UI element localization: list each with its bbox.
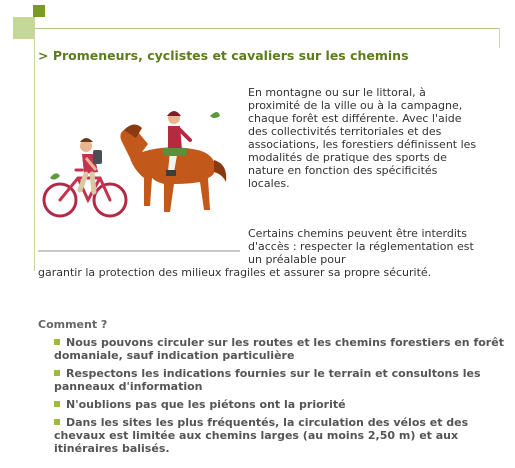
header-rule [34,28,499,29]
rule-text: Respectons les indications fournies sur le terrain et consultons les panneaux d'information [54,367,481,393]
header-rule-end [499,28,500,48]
cyclist-and-horse-rider-illustration [38,86,242,246]
list-item [54,367,509,393]
intro-paragraph: En montagne ou sur le littoral, à proximité de la ville ou à la campagne, chaque forêt est différente. Avec l'aide des collectivités territoriales et des associations, les forestiers définissent les modalités de pratique des sports de nature en fonction des spécificités locales. [248,86,477,190]
rules-list [54,336,509,460]
leaf-icon [210,112,220,118]
rule-text: Dans les sites les plus fréquentés, la circulation des vélos et des chevaux est limitée aux chemins larges (au moins 2,50 m) et aux itinéraires balisés. [54,416,469,455]
square-bullet-icon [54,339,60,345]
corner-decoration-light [13,17,35,39]
regulation-paragraph-start: Certains chemins peuvent être interdits d'accès : respecter la réglementation est un préalable pour [248,227,474,266]
rule-text: N'oublions pas que les piétons ont la priorité [66,398,346,411]
list-item [54,336,509,362]
left-border-line [34,28,35,271]
section-title: > Promeneurs, cyclistes et cavaliers sur les chemins [38,48,409,63]
corner-decoration-dark [33,5,45,17]
cyclist-figure [80,138,102,192]
leaf-icon [50,173,60,179]
comment-heading: Comment ? [38,318,108,331]
list-item [54,416,509,455]
regulation-paragraph-end: garantir la protection des milieux fragiles et assurer sa propre sécurité. [38,266,432,279]
list-item [54,398,509,411]
illustration-underline [38,250,240,252]
square-bullet-icon [54,419,60,425]
rule-text: Nous pouvons circuler sur les routes et les chemins forestiers en forêt domaniale, sauf indication particulière [54,336,504,362]
square-bullet-icon [54,370,60,376]
square-bullet-icon [54,401,60,407]
